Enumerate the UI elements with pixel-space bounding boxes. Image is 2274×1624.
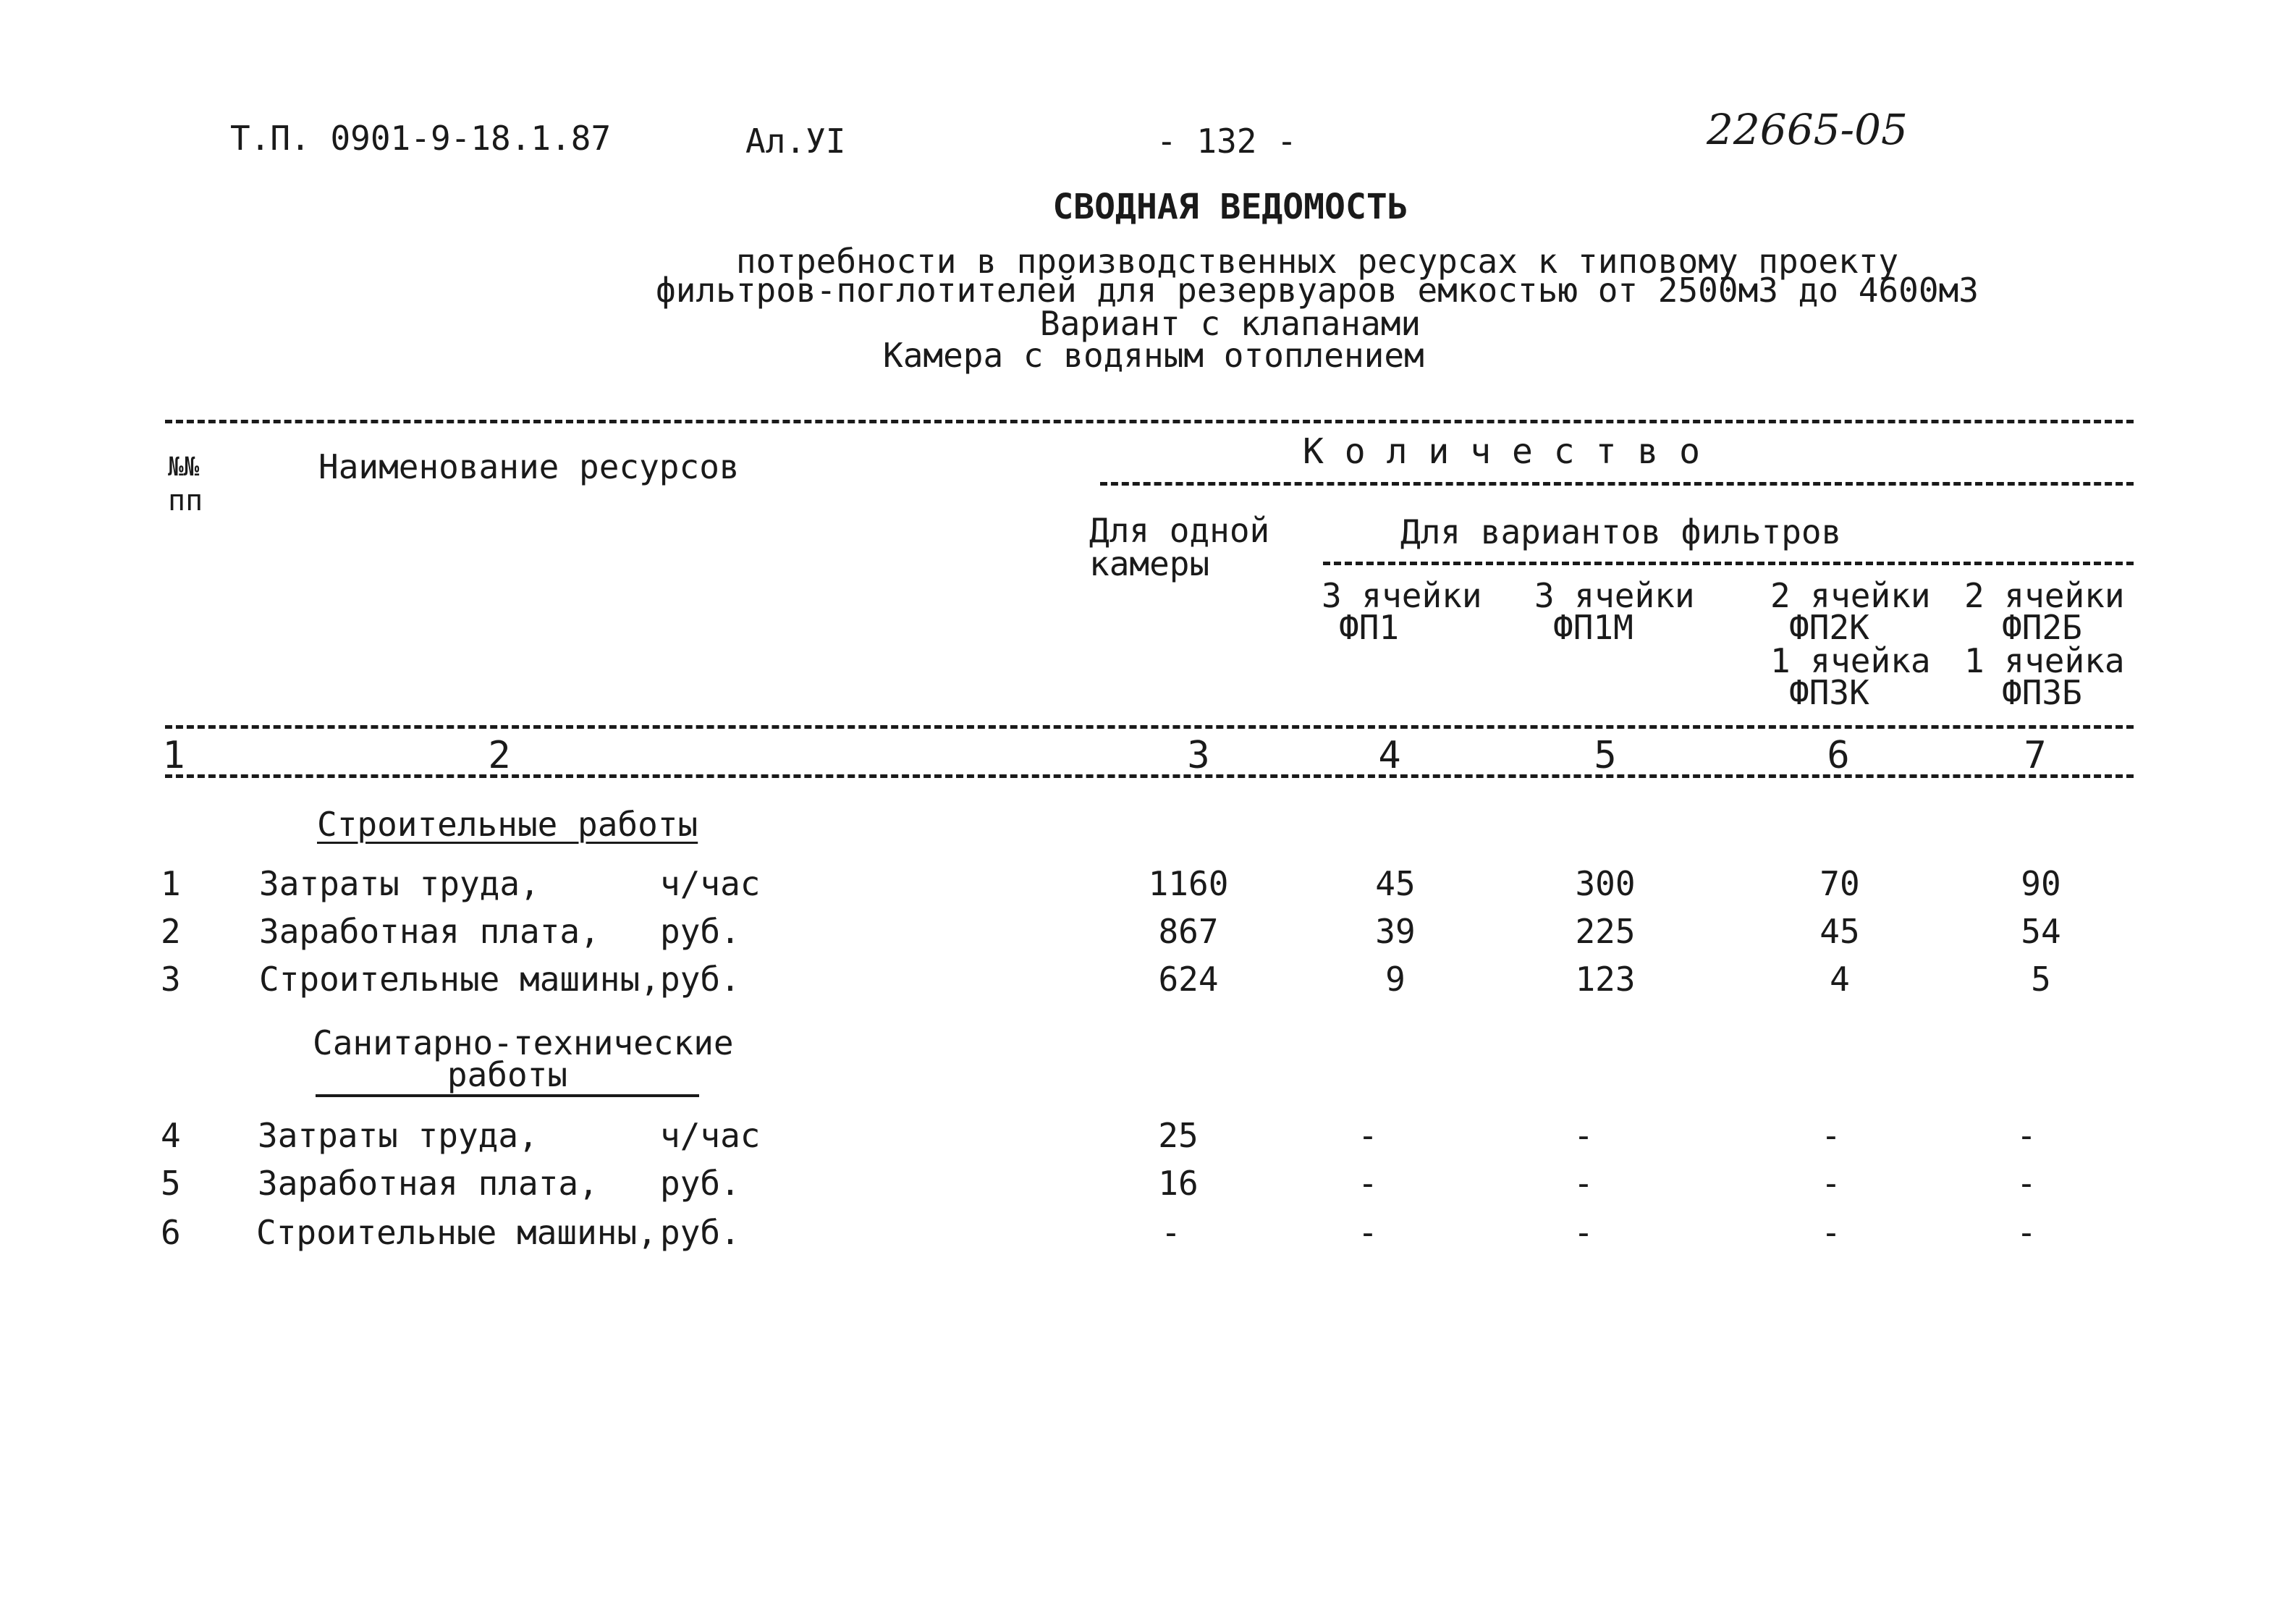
title-line-4: Камера с водяным отоплением — [883, 336, 1424, 375]
column-number: 7 — [2024, 734, 2047, 777]
value-one-chamber: 867 — [1158, 912, 1219, 951]
resource-unit: руб. — [660, 912, 740, 951]
value-one-chamber: 16 — [1158, 1164, 1199, 1203]
variants-rule — [1323, 562, 2134, 565]
row-number: 6 — [161, 1213, 181, 1252]
value-variant-3: - — [1821, 1213, 1841, 1252]
header-bottom-rule — [165, 725, 2134, 729]
value-variant-2: 225 — [1575, 912, 1636, 951]
value-variant-2: - — [1573, 1213, 1594, 1252]
resource-name: Строительные машины, — [259, 960, 660, 999]
value-variant-3: 45 — [1819, 912, 1860, 951]
section-title: Строительные работы — [317, 805, 698, 844]
row-number: 1 — [161, 864, 181, 903]
value-variant-4: 90 — [2021, 864, 2061, 903]
variant-4-extra: 1 ячейка — [1964, 641, 2125, 680]
variant-4-header: 2 ячейки — [1964, 576, 2125, 615]
value-variant-1: - — [1358, 1213, 1378, 1252]
resource-name-header: Наименование ресурсов — [318, 447, 740, 486]
value-variant-1: 39 — [1375, 912, 1416, 951]
resource-unit: руб. — [660, 1164, 740, 1203]
value-variant-4: 54 — [2021, 912, 2061, 951]
value-variant-3: 70 — [1819, 864, 1860, 903]
value-variant-1: 9 — [1385, 960, 1406, 999]
section-title-continued: работы — [316, 1058, 699, 1097]
column-number: 5 — [1594, 734, 1617, 777]
column-number: 2 — [488, 734, 511, 777]
row-number: 2 — [161, 912, 181, 951]
column-number: 3 — [1187, 734, 1210, 777]
resource-name: Заработная плата, — [259, 912, 600, 951]
document-number: 22665-05 — [1707, 105, 1908, 154]
title-line-3: Вариант с клапанами — [1039, 304, 1421, 343]
value-variant-1: - — [1358, 1164, 1378, 1203]
variant-2-type: ФП1М — [1553, 608, 1633, 647]
value-one-chamber: 1160 — [1148, 864, 1229, 903]
column-number: 4 — [1378, 734, 1401, 777]
document-code: Т.П. 0901-9-18.1.87 — [230, 119, 612, 158]
value-variant-4: - — [2016, 1213, 2037, 1252]
variant-1-type: ФП1 — [1339, 608, 1400, 647]
variant-3-header: 2 ячейки — [1770, 576, 1931, 615]
variants-header: Для вариантов фильтров — [1400, 512, 1842, 551]
page-title: СВОДНАЯ ВЕДОМОСТЬ — [1052, 187, 1408, 227]
column-number: 1 — [162, 734, 185, 777]
variant-4-type: ФП2Б — [2002, 608, 2082, 647]
value-variant-3: - — [1821, 1164, 1841, 1203]
section-title: Санитарно-технические — [313, 1023, 734, 1062]
page-number: - 132 - — [1157, 122, 1297, 161]
value-variant-3: - — [1821, 1116, 1841, 1155]
variant-4-extra-type: ФП3Б — [2002, 673, 2082, 712]
value-variant-4: - — [2016, 1164, 2037, 1203]
variant-2-header: 3 ячейки — [1534, 576, 1695, 615]
resource-unit: руб. — [660, 960, 740, 999]
value-variant-2: 300 — [1575, 864, 1636, 903]
resource-unit: ч/час — [660, 864, 761, 903]
value-variant-1: - — [1358, 1116, 1378, 1155]
variant-3-type: ФП2К — [1789, 608, 1869, 647]
quantity-rule — [1100, 482, 2134, 486]
resource-unit: ч/час — [660, 1116, 761, 1155]
row-number-label: №№ — [168, 452, 200, 482]
resource-name: Заработная плата, — [258, 1164, 599, 1203]
album-label: Ал.УI — [745, 122, 846, 161]
value-variant-2: 123 — [1575, 960, 1636, 999]
row-number: 4 — [161, 1116, 181, 1155]
resource-name: Затраты труда, — [259, 864, 540, 903]
variant-3-extra-type: ФП3К — [1789, 673, 1869, 712]
resource-unit: руб. — [660, 1213, 740, 1252]
value-one-chamber: - — [1161, 1213, 1181, 1252]
value-variant-4: - — [2016, 1116, 2037, 1155]
title-line-1: потребности в производственных ресурсах к типовому проекту — [735, 242, 1899, 281]
one-chamber-header: Для одной — [1089, 511, 1270, 550]
table-top-rule — [165, 420, 2134, 423]
variant-1-header: 3 ячейки — [1322, 576, 1482, 615]
value-one-chamber: 624 — [1158, 960, 1219, 999]
row-number: 5 — [161, 1164, 181, 1203]
column-number: 6 — [1827, 734, 1850, 777]
resource-name: Затраты труда, — [258, 1116, 538, 1155]
value-variant-4: 5 — [2031, 960, 2051, 999]
value-variant-2: - — [1573, 1164, 1594, 1203]
value-variant-1: 45 — [1375, 864, 1416, 903]
value-one-chamber: 25 — [1158, 1116, 1199, 1155]
row-number-label-2: пп — [168, 484, 203, 517]
value-variant-2: - — [1573, 1116, 1594, 1155]
quantity-header: К о л и ч е с т в о — [1303, 431, 1701, 472]
resource-name: Строительные машины, — [256, 1213, 657, 1252]
row-number: 3 — [161, 960, 181, 999]
one-chamber-header-2: камеры — [1089, 544, 1210, 583]
value-variant-3: 4 — [1830, 960, 1850, 999]
title-line-2: фильтров-поглотителей для резервуаров емкостью от 2500м3 до 4600м3 — [656, 271, 1979, 310]
variant-3-extra: 1 ячейка — [1770, 641, 1931, 680]
